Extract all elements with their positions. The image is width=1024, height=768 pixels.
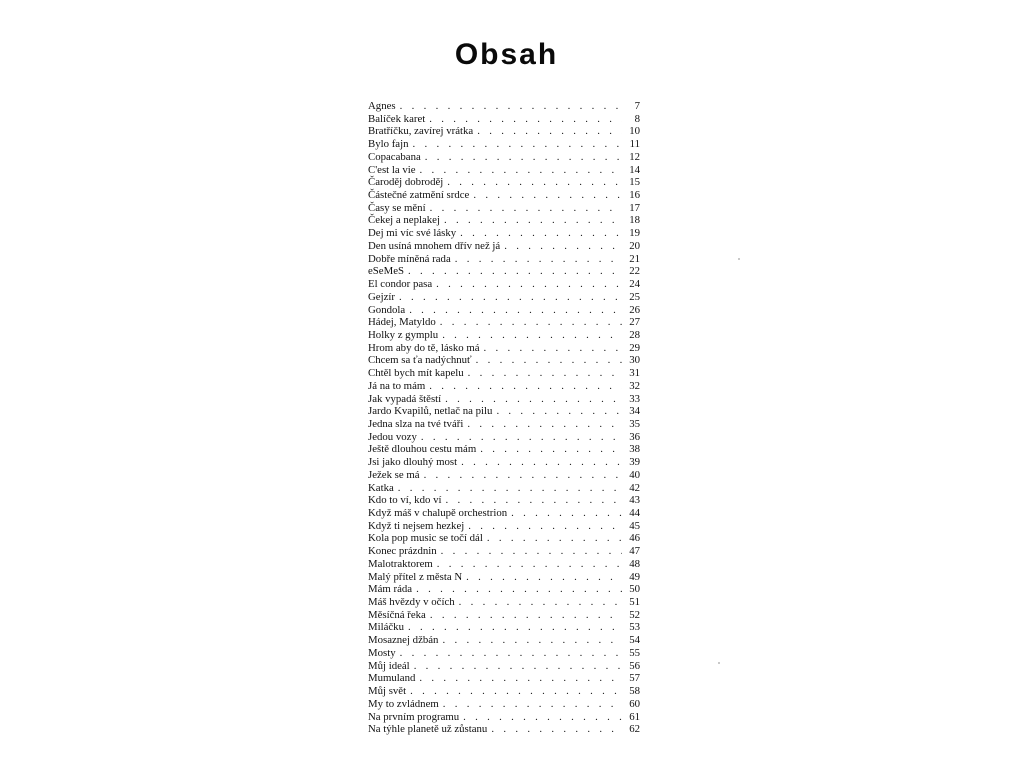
dot-leader: [461, 456, 622, 469]
entry-page-number: 39: [629, 456, 640, 469]
entry-title: Balíček karet: [368, 112, 426, 125]
toc-entry: [368, 634, 640, 647]
entry-page-number: 58: [629, 685, 640, 698]
dot-leader: [419, 672, 622, 685]
dot-leader: [480, 443, 622, 456]
entry-page-number: 43: [629, 494, 640, 507]
toc-entry: [368, 113, 640, 126]
entry-title: Den usíná mnohem dřív než já: [368, 239, 501, 252]
dot-leader: [399, 291, 622, 304]
dot-leader: [414, 660, 622, 673]
entry-title: Můj ideál: [368, 659, 410, 672]
toc-entry: [368, 291, 640, 304]
toc-entry: [368, 685, 640, 698]
toc-entry: [368, 202, 640, 215]
entry-page-number: 56: [629, 659, 640, 672]
entry-title: Jardo Kvapilů, netlač na pilu: [368, 405, 493, 418]
entry-title: Částečné zatmění srdce: [368, 189, 470, 202]
dot-leader: [473, 189, 622, 202]
entry-title: Holky z gymplu: [368, 328, 439, 341]
entry-page-number: 40: [629, 468, 640, 481]
entry-title: Časy se mění: [368, 201, 426, 214]
entry-page-number: 17: [629, 201, 640, 214]
entry-page-number: 51: [629, 596, 640, 609]
entry-page-number: 11: [629, 138, 640, 151]
dot-leader: [445, 494, 622, 507]
toc-entry: [368, 596, 640, 609]
toc-entry: [368, 227, 640, 240]
entry-page-number: 34: [629, 405, 640, 418]
dot-leader: [400, 100, 622, 113]
entry-page-number: 24: [629, 278, 640, 291]
entry-page-number: 18: [629, 214, 640, 227]
toc-entry: [368, 393, 640, 406]
entry-title: eSeMeS: [368, 265, 404, 278]
toc-entry: [368, 520, 640, 533]
toc-entry: [368, 214, 640, 227]
toc-entry: [368, 151, 640, 164]
entry-page-number: 19: [629, 227, 640, 240]
toc-entry: [368, 698, 640, 711]
entry-page-number: 35: [629, 417, 640, 430]
dot-leader: [408, 265, 622, 278]
toc-entry: [368, 164, 640, 177]
entry-title: Malotraktorem: [368, 557, 433, 570]
toc-entry: [368, 532, 640, 545]
entry-title: Když ti nejsem hezkej: [368, 519, 465, 532]
toc-entry: [368, 583, 640, 596]
entry-title: Bratříčku, zavírej vrátka: [368, 125, 474, 138]
dot-leader: [412, 138, 622, 151]
entry-title: Dej mi víc své lásky: [368, 227, 457, 240]
toc-entry: [368, 431, 640, 444]
entry-title: Měsíčná řeka: [368, 608, 426, 621]
entry-title: Jedou vozy: [368, 430, 417, 443]
entry-title: My to zvládnem: [368, 697, 439, 710]
entry-page-number: 60: [629, 697, 640, 710]
entry-page-number: 57: [629, 672, 640, 685]
entry-title: Chcem sa ťa nadýchnuť: [368, 354, 472, 367]
toc-entry: [368, 621, 640, 634]
toc-entry: [368, 176, 640, 189]
entry-page-number: 32: [629, 379, 640, 392]
dot-leader: [408, 621, 622, 634]
entry-page-number: 61: [629, 710, 640, 723]
dot-leader: [409, 304, 622, 317]
entry-title: Konec prázdnin: [368, 545, 437, 558]
dot-leader: [436, 278, 622, 291]
toc-entry: [368, 265, 640, 278]
entry-page-number: 25: [629, 290, 640, 303]
entry-page-number: 53: [629, 621, 640, 634]
entry-page-number: 28: [629, 328, 640, 341]
dot-leader: [467, 418, 622, 431]
entry-page-number: 29: [629, 341, 640, 354]
dot-leader: [400, 647, 622, 660]
dot-leader: [429, 113, 622, 126]
dot-leader: [425, 151, 622, 164]
entry-page-number: 33: [629, 392, 640, 405]
dot-leader: [410, 685, 622, 698]
entry-page-number: 31: [629, 367, 640, 380]
toc-entry: [368, 571, 640, 584]
dot-leader: [491, 723, 622, 736]
entry-page-number: 27: [629, 316, 640, 329]
toc-entry: [368, 418, 640, 431]
entry-title: Na týhle planetě už zůstanu: [368, 723, 488, 736]
dot-leader: [420, 164, 622, 177]
toc-entry: [368, 367, 640, 380]
dot-leader: [468, 367, 622, 380]
entry-title: Ježek se má: [368, 468, 420, 481]
entry-title: Bylo fajn: [368, 138, 409, 151]
toc-entry: [368, 507, 640, 520]
entry-page-number: 10: [629, 125, 640, 138]
toc-entry: [368, 329, 640, 342]
entry-page-number: 48: [629, 557, 640, 570]
toc-entry: [368, 316, 640, 329]
entry-title: Máš hvězdy v očích: [368, 596, 455, 609]
entry-page-number: 14: [629, 163, 640, 176]
toc-entry: [368, 443, 640, 456]
toc-entry: [368, 405, 640, 418]
entry-title: Kdo to ví, kdo ví: [368, 494, 442, 507]
toc-entry: [368, 138, 640, 151]
entry-title: Miláčku: [368, 621, 404, 634]
toc-entry: [368, 482, 640, 495]
dot-leader: [440, 316, 622, 329]
dot-leader: [424, 469, 622, 482]
entry-title: Mosty: [368, 646, 396, 659]
toc-entry: [368, 189, 640, 202]
scan-speck: [738, 258, 740, 260]
entry-page-number: 26: [629, 303, 640, 316]
entry-page-number: 16: [629, 189, 640, 202]
entry-page-number: 36: [629, 430, 640, 443]
entry-page-number: 15: [629, 176, 640, 189]
dot-leader: [430, 202, 622, 215]
entry-title: Agnes: [368, 100, 396, 112]
dot-leader: [443, 698, 622, 711]
entry-page-number: 8: [634, 112, 640, 125]
dot-leader: [455, 253, 622, 266]
entry-title: Můj svět: [368, 685, 407, 698]
toc-entry: [368, 711, 640, 724]
toc-entry: [368, 354, 640, 367]
toc-entry: [368, 723, 640, 736]
toc-entry: [368, 469, 640, 482]
entry-page-number: 49: [629, 570, 640, 583]
dot-leader: [445, 393, 622, 406]
toc-entry: [368, 660, 640, 673]
entry-page-number: 7: [634, 100, 640, 112]
dot-leader: [460, 227, 622, 240]
dot-leader: [476, 354, 622, 367]
entry-page-number: 44: [629, 507, 640, 519]
entry-title: Ještě dlouhou cestu mám: [368, 443, 477, 456]
entry-title: C'est la vie: [368, 163, 416, 176]
entry-title: Když máš v chalupě orchestrion: [368, 507, 508, 519]
dot-leader: [496, 405, 622, 418]
entry-page-number: 62: [629, 723, 640, 736]
dot-leader: [421, 431, 622, 444]
entry-title: Čekej a neplakej: [368, 214, 440, 227]
entry-title: Kola pop music se točí dál: [368, 532, 483, 545]
dot-leader: [459, 596, 622, 609]
toc-entry: [368, 494, 640, 507]
entry-page-number: 54: [629, 634, 640, 647]
dot-leader: [429, 380, 622, 393]
entry-page-number: 42: [629, 481, 640, 494]
dot-leader: [477, 125, 622, 138]
toc-entry: [368, 253, 640, 266]
entry-title: Copacabana: [368, 150, 421, 163]
toc-entry: [368, 342, 640, 355]
toc-entry: [368, 304, 640, 317]
scan-speck: [718, 662, 720, 664]
dot-leader: [442, 329, 622, 342]
dot-leader: [468, 520, 622, 533]
toc-entry: [368, 545, 640, 558]
entry-page-number: 30: [629, 354, 640, 367]
dot-leader: [398, 482, 622, 495]
toc-entry: [368, 240, 640, 253]
entry-title: Jak vypadá štěstí: [368, 392, 442, 405]
entry-title: Gondola: [368, 303, 406, 316]
table-of-contents: [368, 100, 640, 736]
entry-title: Chtěl bych mít kapelu: [368, 367, 464, 380]
entry-page-number: 52: [629, 608, 640, 621]
entry-title: Dobře míněná rada: [368, 252, 451, 265]
entry-title: Jsi jako dlouhý most: [368, 456, 458, 469]
entry-title: Na prvním programu: [368, 710, 460, 723]
dot-leader: [442, 634, 622, 647]
toc-entry: [368, 672, 640, 685]
dot-leader: [504, 240, 622, 253]
entry-page-number: 45: [629, 519, 640, 532]
dot-leader: [447, 176, 622, 189]
toc-entry: [368, 125, 640, 138]
entry-title: Hrom aby do tě, lásko má: [368, 341, 480, 354]
dot-leader: [511, 507, 622, 520]
entry-page-number: 21: [629, 252, 640, 265]
entry-page-number: 50: [629, 583, 640, 596]
toc-entry: [368, 100, 640, 113]
dot-leader: [430, 609, 622, 622]
entry-title: Malý přítel z města N: [368, 570, 463, 583]
entry-page-number: 47: [629, 545, 640, 558]
entry-title: El condor pasa: [368, 278, 433, 291]
entry-title: Jedna slza na tvé tváři: [368, 417, 464, 430]
dot-leader: [441, 545, 622, 558]
dot-leader: [463, 711, 622, 724]
entry-title: Mumuland: [368, 672, 416, 685]
entry-page-number: 38: [629, 443, 640, 456]
entry-page-number: 55: [629, 646, 640, 659]
toc-entry: [368, 558, 640, 571]
dot-leader: [437, 558, 622, 571]
toc-entry: [368, 609, 640, 622]
entry-title: Mám ráda: [368, 583, 413, 596]
entry-title: Já na to mám: [368, 379, 426, 392]
dot-leader: [444, 214, 622, 227]
toc-entry: [368, 456, 640, 469]
page-title: Obsah: [454, 38, 559, 71]
entry-title: Mosaznej džbán: [368, 634, 439, 647]
entry-page-number: 12: [629, 150, 640, 163]
entry-title: Hádej, Matyldo: [368, 316, 436, 329]
entry-page-number: 22: [629, 265, 640, 278]
dot-leader: [416, 583, 622, 596]
entry-title: Gejzír: [368, 290, 395, 303]
entry-page-number: 20: [629, 239, 640, 252]
dot-leader: [484, 342, 622, 355]
entry-title: Katka: [368, 481, 394, 494]
entry-title: Čaroděj dobroděj: [368, 176, 444, 189]
dot-leader: [466, 571, 622, 584]
dot-leader: [487, 532, 622, 545]
toc-entry: [368, 647, 640, 660]
toc-entry: [368, 380, 640, 393]
toc-entry: [368, 278, 640, 291]
entry-page-number: 46: [629, 532, 640, 545]
